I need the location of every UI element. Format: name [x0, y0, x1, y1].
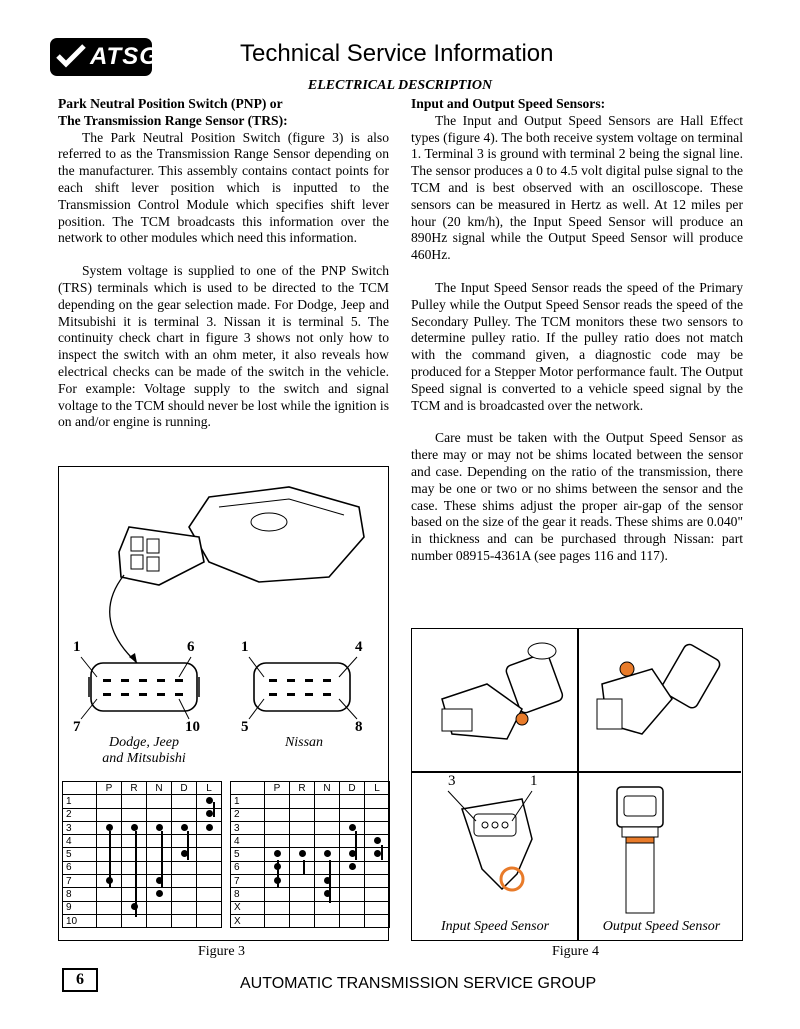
input-speed-sensor-label: Input Speed Sensor — [440, 919, 550, 934]
dodge-chart-terminal-label: 3 — [63, 821, 97, 834]
dodge-chart-row — [63, 888, 222, 901]
nissan-chart-row — [231, 901, 390, 914]
dodge-chart-terminal-label: 6 — [63, 861, 97, 874]
nissan-chart-row — [231, 795, 390, 808]
connector-pin-slot — [139, 693, 147, 696]
dodge-chart-terminal-label: 2 — [63, 808, 97, 821]
nissan-chart-row — [231, 808, 390, 821]
nissan-chart-row — [231, 848, 390, 861]
connector-pin-slot — [323, 693, 331, 696]
dodge-chart-terminal-label: 4 — [63, 835, 97, 848]
nissan-chart-terminal-label: 2 — [231, 808, 265, 821]
connector-pin-slot — [287, 693, 295, 696]
dodge-chart-row — [63, 808, 222, 821]
dodge-connector-label: Dodge, Jeep and Mitsubishi — [102, 735, 186, 766]
nissan-chart-terminal-label: 3 — [231, 821, 265, 834]
connector-pin-slot — [139, 679, 147, 682]
dodge-chart-col-header: N — [147, 782, 172, 795]
nissan-chart-row — [231, 821, 390, 834]
connector-pin-slot — [103, 693, 111, 696]
dodge-chart-continuity-dot — [156, 824, 163, 831]
dodge-chart-col-header: L — [197, 782, 222, 795]
nissan-chart-continuity-dot — [349, 824, 356, 831]
nissan-continuity-chart — [230, 781, 390, 928]
nissan-pin-8-label: 8 — [355, 719, 363, 735]
dodge-chart-continuity-line — [161, 831, 163, 888]
dodge-pin-7-label: 7 — [73, 719, 81, 735]
pnp-heading-line1: Park Neutral Position Switch (PNP) or — [58, 96, 283, 111]
nissan-chart-continuity-line — [303, 860, 305, 874]
dodge-chart-row — [63, 835, 222, 848]
logo-text: ATSG — [90, 43, 159, 70]
connector-pin-slot — [157, 693, 165, 696]
dodge-chart-col-header: P — [97, 782, 122, 795]
connector-pin-slot — [269, 693, 277, 696]
page-number: 6 — [62, 968, 98, 992]
connector-pin-slot — [287, 679, 295, 682]
speed-sensor-paragraph-2: The Input Speed Sensor reads the speed of the Primary Pulley while the Output Speed Sensor reads the speed of the Secondary Pulley. The TCM monitors these two sensors to determine pulley ratio. If the pulley ratio does not match with the command given, a diagnostic code may be produced for a Stepper Motor performance fault. The Output Speed signal is converted to a vehicle speed signal by the TCM and is broadcasted over the network. — [411, 279, 743, 413]
nissan-chart-row — [231, 888, 390, 901]
figure-4-box — [411, 628, 743, 941]
nissan-chart-continuity-line — [277, 860, 279, 889]
logo-check-icon — [52, 38, 92, 76]
connector-pin-slot — [175, 679, 183, 682]
figure-4-caption: Figure 4 — [552, 944, 600, 959]
output-sensor-side-view — [617, 787, 663, 913]
nissan-chart-continuity-dot — [299, 850, 306, 857]
page-title: Technical Service Information — [240, 40, 554, 67]
connector-pin-slot — [305, 693, 313, 696]
dodge-chart-row — [63, 821, 222, 834]
nissan-chart-terminal-label: 6 — [231, 861, 265, 874]
nissan-chart-col-header: L — [365, 782, 390, 795]
nissan-chart-continuity-line — [355, 831, 357, 860]
dodge-chart-continuity-dot — [106, 824, 113, 831]
dodge-chart-terminal-label: 10 — [63, 914, 97, 927]
figure-3-caption: Figure 3 — [198, 944, 246, 959]
nissan-chart-row — [231, 914, 390, 927]
section-subhead: ELECTRICAL DESCRIPTION — [307, 78, 493, 93]
input-sensor-3d-drawing — [442, 643, 564, 739]
nissan-chart-col-header: N — [315, 782, 340, 795]
nissan-pin-5-label: 5 — [241, 719, 249, 735]
dodge-pin-1-label: 1 — [73, 639, 81, 655]
dodge-chart-continuity-line — [135, 831, 137, 917]
dodge-chart-continuity-dot — [181, 824, 188, 831]
dodge-chart-row — [63, 914, 222, 927]
nissan-chart-continuity-line — [329, 860, 331, 903]
pnp-heading-line2: The Transmission Range Sensor (TRS): — [58, 112, 288, 128]
nissan-chart-terminal-label: 1 — [231, 795, 265, 808]
dodge-chart-row — [63, 848, 222, 861]
nissan-pin-1-label: 1 — [241, 639, 249, 655]
speed-sensor-illustrations — [412, 629, 741, 940]
nissan-chart-row — [231, 861, 390, 874]
input-sensor-connector-view — [448, 791, 532, 890]
input-sensor-pin-1-label: 1 — [530, 773, 538, 789]
nissan-chart-terminal-label: 7 — [231, 875, 265, 888]
nissan-chart-row — [231, 835, 390, 848]
pnp-paragraph-1: The Park Neutral Position Switch (figure 3) is also referred to as the Transmission Range Sensor depending on the manufacturer. This assembly contains contact points for each shift lever position which is inputted to the Transmission Control Module which specifies shift lever position. The TCM broadcasts this information over the network to other modules which need this information. — [58, 129, 389, 246]
dodge-chart-col-header: R — [122, 782, 147, 795]
dodge-chart-continuity-line — [187, 831, 189, 860]
dodge-chart-continuity-dot — [206, 824, 213, 831]
nissan-chart-continuity-dot — [349, 863, 356, 870]
dodge-chart-row — [63, 875, 222, 888]
dodge-chart-continuity-dot — [156, 890, 163, 897]
connector-pin-slot — [269, 679, 277, 682]
nissan-chart-continuity-dot — [274, 850, 281, 857]
dodge-chart-row — [63, 795, 222, 808]
speed-sensor-paragraph-1: The Input and Output Speed Sensors are Hall Effect types (figure 4). The both receive system voltage on terminal 1. Terminal 3 is ground with terminal 2 being the signal line. The sensor produces a 0 to 4.5 volt digital pulse signal to the TCM and is best observed with an oscilloscope. These sensors can be measured in Hertz as well. At 12 miles per hour (20 km/h), the Input Speed Sensor will produce an 890Hz signal while the Output Speed Sensor will produce 460Hz. — [411, 112, 743, 263]
right-column — [411, 96, 743, 565]
nissan-chart-terminal-label: 5 — [231, 848, 265, 861]
connector-pin-slot — [175, 693, 183, 696]
nissan-connector-label: Nissan — [284, 735, 324, 750]
atsg-logo — [50, 38, 159, 76]
dodge-chart-continuity-dot — [206, 810, 213, 817]
nissan-chart-terminal-label: 8 — [231, 888, 265, 901]
footer-text: AUTOMATIC TRANSMISSION SERVICE GROUP — [240, 975, 597, 992]
dodge-pin-6-label: 6 — [187, 639, 195, 655]
dodge-chart-row — [63, 861, 222, 874]
dodge-chart-continuity-dot — [131, 824, 138, 831]
speed-sensor-heading: Input and Output Speed Sensors: — [411, 96, 606, 111]
dodge-chart-col-header: D — [172, 782, 197, 795]
connector-pin-slot — [103, 679, 111, 682]
nissan-chart-row — [231, 875, 390, 888]
connector-pin-slot — [157, 679, 165, 682]
dodge-pin-10-label: 10 — [185, 719, 200, 735]
nissan-chart-continuity-line — [381, 845, 383, 859]
input-sensor-pin-3-label: 3 — [448, 773, 456, 789]
dodge-chart-continuity-line — [109, 831, 111, 888]
dodge-chart-terminal-label: 1 — [63, 795, 97, 808]
pnp-paragraph-2: System voltage is supplied to one of the PNP Switch (TRS) terminals which is used to be directed to the TCM depending on the gear selection made. For Dodge, Jeep and Mitsubishi it is terminal 3. Nissan it is terminal 5. The continuity check chart in figure 3 shows not only how to inspect the switch with an ohm meter, it also reveals how electrical checks can be made of the switch in the vehicle. For example: Voltage supply to the switch and signal voltage to the TCM should never be lost while the ignition is on and/or engine is running. — [58, 263, 389, 430]
dodge-chart-row — [63, 901, 222, 914]
connector-pin-slot — [305, 679, 313, 682]
nissan-pin-4-label: 4 — [355, 639, 363, 655]
dodge-chart-terminal-label: 9 — [63, 901, 97, 914]
output-speed-sensor-label: Output Speed Sensor — [602, 919, 721, 934]
connector-pin-slot — [323, 679, 331, 682]
dodge-chart-terminal-label: 5 — [63, 848, 97, 861]
dodge-chart-terminal-label: 8 — [63, 888, 97, 901]
output-sensor-3d-drawing — [597, 642, 722, 734]
left-column — [58, 96, 389, 431]
dodge-continuity-chart — [62, 781, 222, 928]
nissan-chart-col-header: D — [340, 782, 365, 795]
nissan-chart-col-header: P — [265, 782, 290, 795]
connector-pin-slot — [121, 679, 129, 682]
connector-pin-slot — [121, 693, 129, 696]
dodge-chart-terminal-label: 7 — [63, 875, 97, 888]
nissan-chart-continuity-dot — [324, 850, 331, 857]
dodge-chart-continuity-dot — [206, 797, 213, 804]
nissan-chart-col-header: R — [290, 782, 315, 795]
speed-sensor-paragraph-3: Care must be taken with the Output Speed Sensor as there may or may not be shims located between the sensor and case. Depending on the ratio of the transmission, there may be one or two or no shims between the sensor and the case. These shims adjust the proper air-gap of the sensor based on the size of the gear it reads. These shims are 0.040" in thickness and can be purchased through Nissan: part number 08915-4361A (see pages 116 and 117). — [411, 430, 743, 563]
nissan-chart-continuity-dot — [374, 837, 381, 844]
nissan-chart-continuity-dot — [374, 850, 381, 857]
nissan-chart-terminal-label: X — [231, 901, 265, 914]
dodge-chart-continuity-line — [213, 802, 215, 816]
nissan-chart-terminal-label: X — [231, 914, 265, 927]
nissan-chart-terminal-label: 4 — [231, 835, 265, 848]
